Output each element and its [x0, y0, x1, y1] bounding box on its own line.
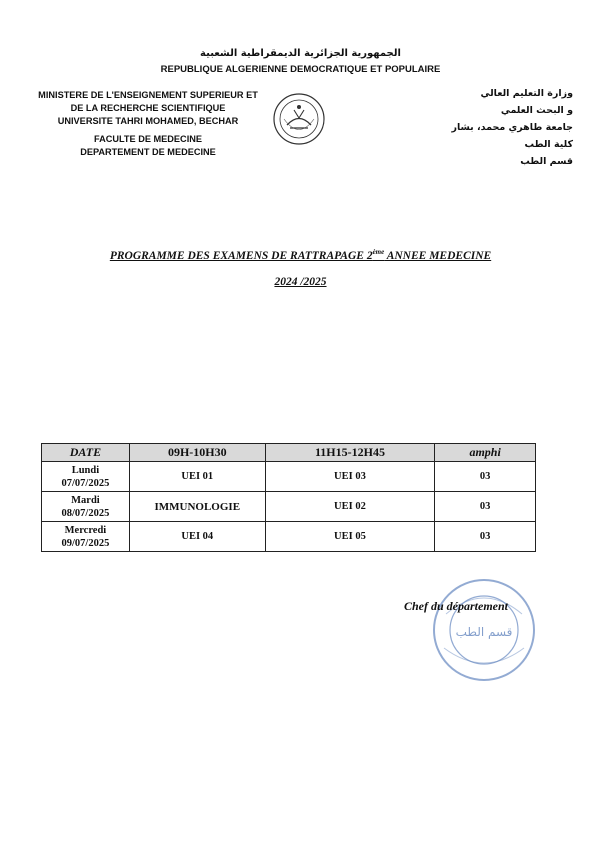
title-superscript: ème	[372, 248, 385, 256]
amphi-cell: 03	[435, 522, 536, 552]
department-line-ar: قسم الطب	[520, 156, 573, 167]
ministry-block-arabic	[413, 85, 573, 170]
academic-year: 2024 /2025	[274, 276, 327, 288]
ministry-line: DE LA RECHERCHE SCIENTIFIQUE	[70, 103, 226, 113]
date-value: 09/07/2025	[61, 537, 110, 549]
date-value: 08/07/2025	[61, 507, 110, 519]
amphi-cell: 03	[435, 492, 536, 522]
signature-label: Chef du département	[404, 599, 508, 613]
university-line: UNIVERSITE TAHRI MOHAMED, BECHAR	[57, 116, 239, 126]
slot-2-cell: UEI 05	[265, 522, 435, 552]
faculty-line-ar: كلية الطب	[524, 139, 573, 150]
date-cell	[42, 492, 130, 522]
exam-schedule-table	[41, 443, 536, 552]
day-name: Mardi	[71, 494, 100, 506]
ministry-block-french	[18, 89, 278, 159]
amphi-cell: 03	[435, 462, 536, 492]
date-cell	[42, 462, 130, 492]
department-stamp-icon	[424, 574, 542, 682]
slot-1-cell: IMMUNOLOGIE	[129, 492, 265, 522]
department-line: DEPARTEMENT DE MEDECINE	[80, 147, 216, 157]
table-header-row	[42, 444, 536, 462]
ministry-line: MINISTERE DE L'ENSEIGNEMENT SUPERIEUR ET	[38, 90, 258, 100]
table-row	[42, 522, 536, 552]
slot-1-cell: UEI 01	[129, 462, 265, 492]
header-date: DATE	[42, 444, 130, 462]
stamp-text: قسم الطب	[455, 625, 513, 639]
ministry-line-ar: وزارة التعليم العالي	[480, 88, 573, 99]
slot-2-cell: UEI 02	[265, 492, 435, 522]
arabic-republic-title: الجمهورية الجزائرية الديمقراطية الشعبية	[200, 48, 401, 59]
title-prefix: PROGRAMME DES EXAMENS DE RATTRAPAGE 2	[109, 249, 373, 262]
day-name: Mercredi	[64, 524, 107, 536]
french-republic-title: REPUBLIQUE ALGERIENNE DEMOCRATIQUE ET POPULAIRE	[160, 64, 441, 75]
date-cell	[42, 522, 130, 552]
faculty-line: FACULTE DE MEDECINE	[93, 134, 203, 144]
table-row	[42, 492, 536, 522]
slot-1-cell: UEI 04	[129, 522, 265, 552]
university-line-ar: جامعة طاهري محمد، بشار	[451, 122, 573, 133]
slot-2-cell: UEI 03	[265, 462, 435, 492]
table-row	[42, 462, 536, 492]
title-suffix: ANNEE MEDECINE	[384, 249, 492, 262]
date-value: 07/07/2025	[61, 477, 110, 489]
header-slot-2: 11H15-12H45	[265, 444, 435, 462]
header-amphi: amphi	[435, 444, 536, 462]
day-name: Lundi	[71, 464, 100, 476]
document-title	[0, 248, 601, 262]
university-seal-icon	[272, 92, 326, 146]
header-slot-1: 09H-10H30	[129, 444, 265, 462]
research-line-ar: و البحث العلمي	[500, 105, 573, 116]
